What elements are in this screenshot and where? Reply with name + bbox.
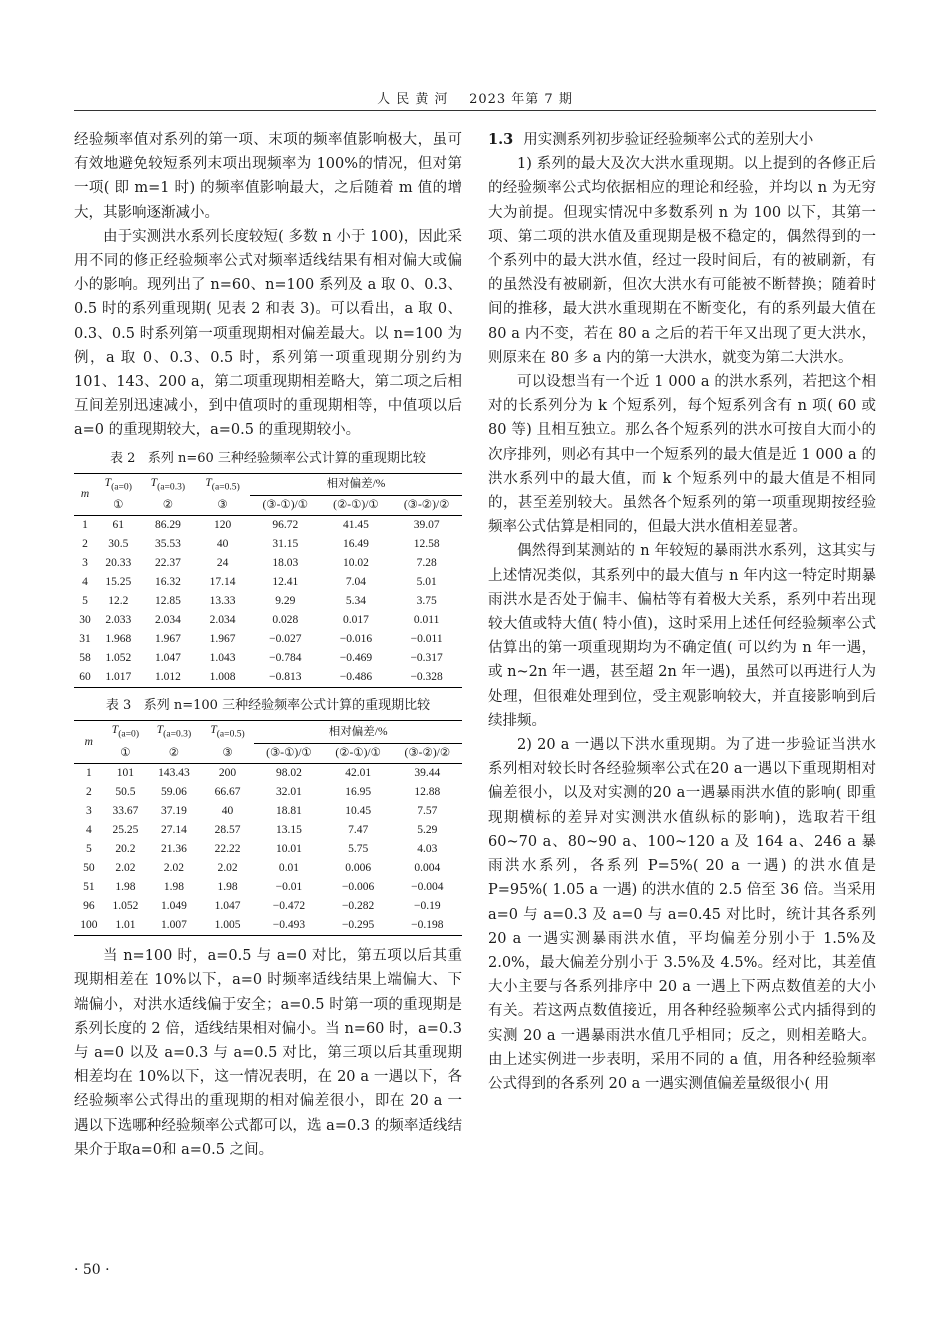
table2-circ-3: ③	[195, 496, 250, 516]
table2-col-t3-sub: (a=0.5)	[211, 480, 240, 492]
table2-row	[74, 630, 462, 649]
table2-cell: 39.07	[413, 519, 440, 532]
table3-cell: 16.95	[345, 786, 372, 799]
table3-cell: −0.493	[254, 916, 323, 936]
table3-body	[74, 764, 462, 936]
table2-cell: −0.486	[321, 668, 392, 688]
table2-cell: 20.33	[105, 557, 132, 570]
table2-cell: 1.043	[209, 652, 236, 665]
table3-cell: 1.047	[214, 900, 241, 913]
table2-cell: 96.72	[272, 519, 299, 532]
table2-rel-col-2: (②-①)/①	[321, 496, 392, 516]
table2-cell: 1.968	[105, 633, 132, 646]
table3-group-label: 相对偏差/%	[254, 721, 462, 744]
table2-row	[74, 611, 462, 630]
table3-cell: 5	[85, 843, 92, 856]
table2-caption-number: 表 2	[110, 450, 136, 466]
table2-cell: 0.011	[413, 614, 440, 627]
table2-cell: 30.5	[108, 538, 129, 551]
table3-cell: 59.06	[161, 786, 187, 799]
table2-cell: 16.49	[342, 538, 369, 551]
table3-cell: 4.03	[417, 843, 438, 856]
table2-cell: 35.53	[154, 538, 181, 551]
table2-col-t1-sub: (a=0)	[111, 480, 132, 492]
table2-cell: 10.02	[342, 557, 369, 570]
table2-col-t2-sub: (a=0.3)	[157, 480, 186, 492]
table2-rel-col-3: (③-②)/②	[391, 496, 462, 516]
table2-cell: 13.33	[209, 595, 236, 608]
table3-cell: 4	[85, 824, 92, 837]
table3-rel-col-1: (③-①)/①	[254, 744, 323, 764]
journal-name: 人 民 黄 河	[377, 92, 449, 107]
table3-caption-text: 系列 n=100 三种经验频率公式计算的重现期比较	[143, 698, 431, 714]
table2-row	[74, 554, 462, 573]
table3-cell: 39.44	[414, 767, 441, 780]
table2-cell: 86.29	[154, 519, 181, 532]
right-paragraph-4: 2) 20 a 一遇以下洪水重现期。为了进一步验证当洪水系列相对较长时各经验频率公式在20 a一遇以下重现期相对偏差很小，以及对实测的20 a一遇暴雨洪水值的影响( 即重现期横标的差异对实测洪水值纵标的影响)，选取若干组 60~70 a、80~90 a、100~120 a 及 164 a、246 a 暴雨洪水系列，各系列 P=5%( 20 a 一遇) 的洪水值是 P=95%( 1.05 a 一遇) 的洪水值的 2.5 倍至 36 倍。当采用 a=0 与 a=0.3 及 a=0 与 a=0.45 对比时，统计其各系列 20 a 一遇实测暴雨洪水值，平均偏差分别小于 1.5%及 2.0%，最大偏差分别小于 3.5%及 4.5%。经对比，其差值大小主要与各系列排序中 20 a 一遇上下两点数值差的大小有关。若这两点数值接近，用各种经验频率公式内插得到的实测 20 a 一遇暴雨洪水值几乎相同；反之，则相差略大。由上述实例进一步表明，采用不同的 a 值，用各种经验频率公式得到的各系列 20 a 一遇实测值偏差量级很小( 用	[488, 737, 876, 1092]
header-rule	[74, 110, 876, 111]
table2-cell: 120	[213, 519, 232, 532]
table2-row	[74, 649, 462, 668]
table2-cell: 0.017	[342, 614, 369, 627]
table3-col-t1-sub: (a=0)	[118, 728, 140, 740]
table2	[74, 473, 462, 689]
table2-col-t1	[96, 473, 140, 496]
table3-circ-2: ②	[147, 744, 201, 764]
table2-cell: 7.28	[416, 557, 437, 570]
table2-cell: −0.328	[391, 668, 462, 688]
table3-cell: −0.282	[341, 900, 375, 913]
table2-cell: −0.016	[339, 633, 373, 646]
right-paragraph-3: 偶然得到某测站的 n 年较短的暴雨洪水系列，这其实与上述情况类似，其系列中的最大值与 n 年内这一特定时期暴雨洪水是否处于偏丰、偏枯等有着极大关系，系列中若出现较大值或特大值( 特小值)，这时采用上述任何经验频率公式估算出的第一项重现期均为不确定值( 可以约为 n 年一遇，或 n~2n 年一遇，甚至超 2n 年一遇)，虽然可以再进行人为处理，但很难处理到位，受主观影响较大，并直接影响到后续排频。	[488, 543, 876, 729]
table3-cell: 22.22	[214, 843, 241, 856]
table2-cell: 2	[82, 538, 88, 551]
table3-cell: 51	[83, 881, 95, 894]
table2-rel-col-1: (③-①)/①	[250, 496, 321, 516]
table3-col-m: m	[74, 721, 104, 764]
table3-row	[74, 878, 462, 897]
table3-cell: 37.19	[161, 805, 187, 818]
table3-cell: 2.02	[115, 862, 136, 875]
table2-cell: 31	[79, 633, 91, 646]
table2-cell: 3.75	[416, 595, 437, 608]
right-paragraph-2: 可以设想当有一个近 1 000 a 的洪水系列，若把这个相对的长系列分为 k 个短系列，每个短系列含有 n 项( 60 或 80 等) 且相互独立。那么各个短系列的洪水可按自大而小的次序排列，则必有其中一个短系列的最大值是近 1 000 a 的洪水系列中的最大值，而 k 个短系列中的最大值是不相同的，甚至差别较大。虽然各个短系列的第一项重现期按经验频率公式估算是相同的，但最大洪水值相差显著。	[488, 374, 876, 536]
table3-cell: 101	[116, 767, 135, 780]
table3-cell: 2.02	[217, 862, 238, 875]
table3-cell: 40	[221, 805, 234, 818]
table3-row	[74, 783, 462, 802]
table2-cell: 1.017	[96, 668, 140, 688]
table2-cell: 2.034	[154, 614, 181, 627]
table3-cell: 12.88	[414, 786, 441, 799]
table3-cell: 1.052	[112, 900, 139, 913]
table3-cell: 98.02	[275, 767, 302, 780]
table3-col-t2-sub: (a=0.3)	[163, 728, 192, 740]
table2-col-t2	[141, 473, 196, 496]
table2-cell: 1.008	[195, 668, 250, 688]
table2-cell: 15.25	[105, 576, 132, 589]
left-paragraph-1: 经验频率值对系列的第一项、末项的频率值影响极大，虽可有效地避免较短系列末项出现频率为 100%的情况，但对第一项( 即 m=1 时) 的频率值影响最大，之后随着 m 值的增大，其影响逐渐减小。	[74, 132, 462, 221]
table3-rel-col-3: (③-②)/②	[393, 744, 462, 764]
table3-row	[74, 764, 462, 784]
table3-cell: −0.472	[272, 900, 306, 913]
table2-cell: 22.37	[154, 557, 181, 570]
table3-cell: 1.049	[161, 900, 187, 913]
table3-row	[74, 840, 462, 859]
table3-cell: 20.2	[115, 843, 136, 856]
table2-cell: 12.58	[413, 538, 440, 551]
table2-caption-text: 系列 n=60 三种经验频率公式计算的重现期比较	[147, 450, 426, 466]
table3-cell: 143.43	[158, 767, 190, 780]
table3-cell: 21.36	[161, 843, 187, 856]
table3-cell: 0.006	[345, 862, 372, 875]
table2-cell: 60	[74, 668, 96, 688]
table3-cell: −0.19	[414, 900, 441, 913]
table3-cell: 10.45	[345, 805, 372, 818]
running-header	[0, 88, 950, 107]
left-paragraph-2: 由于实测洪水系列长度较短( 多数 n 小于 100)，因此采用不同的修正经验频率公式对频率适线结果有相对偏大或偏小的影响。现列出了 n=60、n=100 系列及 a 取 0、0.3、0.5 时的系列重现期( 见表 2 和表 3)。可以看出，a 取 0、0.3、0.5 时系列第一项重现期相对偏差最大。以 n=100 为例，a 取 0、0.3、0.5 时，系列第一项重现期分别约为 101、143、200 a，第二项重现期相差略大，第二项之后相互间差别迅速减小，到中值项时的重现期相等，中值项以后 a=0 的重现期较大，a=0.5 的重现期较小。	[74, 228, 462, 439]
table2-cell: 3	[82, 557, 88, 570]
right-column	[488, 128, 876, 1096]
table2-cell: −0.027	[269, 633, 302, 646]
table3-cell: −0.006	[341, 881, 375, 894]
table2-cell: 2.033	[105, 614, 132, 627]
table2-col-m: m	[74, 473, 96, 516]
table3-circ-3: ③	[201, 744, 255, 764]
table3-cell: 33.67	[112, 805, 139, 818]
table2-cell: −0.011	[410, 633, 443, 646]
table2-cell: 7.04	[345, 576, 366, 589]
table3-cell: 1.98	[217, 881, 238, 894]
table3-cell: 0.004	[414, 862, 441, 875]
table3-cell: 200	[218, 767, 237, 780]
section-title: 用实测系列初步验证经验频率公式的差别大小	[523, 132, 814, 148]
table3-circ-1: ①	[104, 744, 148, 764]
table3-col-t3-sub: (a=0.5)	[216, 728, 245, 740]
table2-col-t3	[195, 473, 250, 496]
table3-cell: 0.01	[278, 862, 299, 875]
table3-cell: 96	[83, 900, 95, 913]
left-column	[74, 128, 462, 1162]
table2-cell: −0.813	[250, 668, 321, 688]
table2-cell: 31.15	[272, 538, 299, 551]
table2-cell: 40	[216, 538, 229, 551]
page-number: · 50 ·	[74, 1262, 110, 1278]
table2-cell: −0.784	[269, 652, 302, 665]
table2-cell: 9.29	[275, 595, 296, 608]
table2-circ-2: ②	[141, 496, 196, 516]
table3-cell: 1.01	[104, 916, 148, 936]
table3-cell: 50	[83, 862, 95, 875]
table3-cell: 27.14	[161, 824, 187, 837]
table2-body	[74, 516, 462, 688]
table3-cell: 5.75	[348, 843, 369, 856]
table3-row	[74, 859, 462, 878]
table2-cell: 1.052	[105, 652, 132, 665]
table3-col-t1-symbol: T	[111, 724, 119, 737]
table3-cell: 42.01	[345, 767, 372, 780]
table2-row	[74, 535, 462, 554]
table3-cell: 1.98	[115, 881, 136, 894]
table2-cell: 2.034	[209, 614, 236, 627]
right-paragraph-1: 1) 系列的最大及次大洪水重现期。以上提到的各修正后的经验频率公式均依据相应的理论和经验，并均以 n 为无穷大为前提。但现实情况中多数系列 n 为 100 以下，其第一项、第二项的洪水值及重现期是极不稳定的，偶然得到的一个系列中的最大洪水值，经过一段时间后，有的被刷新，有的虽然没有被刷新，但次大洪水有可能被不断替换；随着时间的推移，最大洪水重现期在不断变化，有的系列最大值在 80 a 内不变，若在 80 a 之后的若干年又出现了更大洪水，则原来在 80 多 a 内的第一大洪水，就变为第二大洪水。	[488, 156, 876, 366]
table2-cell: 58	[79, 652, 91, 665]
table2-cell: 5.34	[345, 595, 366, 608]
table3-cell: 13.15	[275, 824, 302, 837]
table3-col-t2	[147, 721, 201, 744]
table2-cell: 17.14	[209, 576, 236, 589]
table2-row	[74, 516, 462, 536]
table2-cell: 5.01	[416, 576, 437, 589]
table3-rel-col-2: (②-①)/①	[324, 744, 393, 764]
table2-col-t1-symbol: T	[104, 476, 112, 489]
table3-row	[74, 916, 462, 936]
table3-cell: 2	[85, 786, 92, 799]
table3-cell: 1.007	[147, 916, 201, 936]
table3-caption-number: 表 3	[105, 698, 132, 714]
table3-caption	[74, 696, 462, 716]
table3-cell: −0.004	[411, 881, 444, 894]
table3-cell: 7.57	[417, 805, 438, 818]
table2-cell: 12.85	[154, 595, 181, 608]
table3-cell: 50.5	[115, 786, 136, 799]
table3-cell: −0.01	[275, 881, 303, 894]
table3-col-t1	[104, 721, 148, 744]
table2-cell: 5	[82, 595, 88, 608]
table2-col-t3-symbol: T	[205, 476, 212, 489]
table3-row	[74, 821, 462, 840]
table3-row	[74, 897, 462, 916]
table2-cell: 1	[82, 519, 88, 532]
table3-cell: 28.57	[214, 824, 241, 837]
table2-cell: 1.967	[154, 633, 181, 646]
table2-row	[74, 573, 462, 592]
table2-caption	[74, 449, 462, 469]
section-heading	[488, 128, 876, 152]
table3-cell: 100	[74, 916, 104, 936]
table3-cell: 18.81	[275, 805, 302, 818]
table3-cell: 7.47	[348, 824, 369, 837]
table2-cell: 41.45	[342, 519, 369, 532]
issue-label: 2023 年第 7 期	[469, 92, 573, 107]
table2-circ-1: ①	[96, 496, 140, 516]
table2-cell: 16.32	[154, 576, 181, 589]
table2-cell: 1.047	[154, 652, 181, 665]
table3-cell: 32.01	[275, 786, 302, 799]
table3-cell: 2.02	[163, 862, 185, 875]
table3-cell: 25.25	[112, 824, 139, 837]
table2-cell: 30	[79, 614, 91, 627]
table2-cell: 18.03	[272, 557, 299, 570]
table2-cell: 61	[112, 519, 125, 532]
table2-cell: 12.2	[108, 595, 129, 608]
table3-cell: 10.01	[275, 843, 302, 856]
table2-cell: 0.028	[272, 614, 299, 627]
table3-col-t2-symbol: T	[156, 724, 164, 737]
table3	[74, 720, 462, 936]
table3-cell: 66.67	[214, 786, 241, 799]
table3-cell: 1.005	[201, 916, 255, 936]
table2-row	[74, 592, 462, 611]
table3-col-t3	[201, 721, 255, 744]
table3-cell: −0.295	[324, 916, 393, 936]
table2-col-t2-symbol: T	[150, 476, 158, 489]
table2-cell: −0.317	[410, 652, 443, 665]
left-paragraph-3: 当 n=100 时，a=0.5 与 a=0 对比，第五项以后其重现期相差在 10%以下，a=0 时频率适线结果上端偏大、下端偏小，对洪水适线偏于安全；a=0.5 时第一项的重现期是系列长度的 2 倍，适线结果相对偏小。当 n=60 时，a=0.3 与 a=0 以及 a=0.3 与 a=0.5 对比，第三项以后其重现期相差均在 10%以下，这一情况表明，在 20 a 一遇以下，各经验频率公式得出的重现期的相对偏差很小，即在 20 a 一遇以下选哪种经验频率公式都可以，选 a=0.3 的频率适线结果介于取a=0和 a=0.5 之间。	[74, 948, 462, 1158]
table3-cell: 3	[85, 805, 92, 818]
table3-cell: −0.198	[393, 916, 462, 936]
table3-cell: 1.98	[163, 881, 185, 894]
table2-cell: 24	[216, 557, 229, 570]
table3-cell: 5.29	[417, 824, 438, 837]
table3-cell: 1	[85, 767, 92, 780]
table3-row	[74, 802, 462, 821]
table2-row	[74, 668, 462, 688]
table2-cell: −0.469	[339, 652, 373, 665]
table2-group-label: 相对偏差/%	[250, 473, 462, 496]
table2-cell: 4	[82, 576, 88, 589]
table2-cell: 1.012	[141, 668, 196, 688]
table2-cell: 12.41	[272, 576, 299, 589]
table2-cell: 1.967	[209, 633, 236, 646]
table3-col-t3-symbol: T	[210, 724, 217, 737]
section-number: 1.3	[488, 131, 514, 148]
